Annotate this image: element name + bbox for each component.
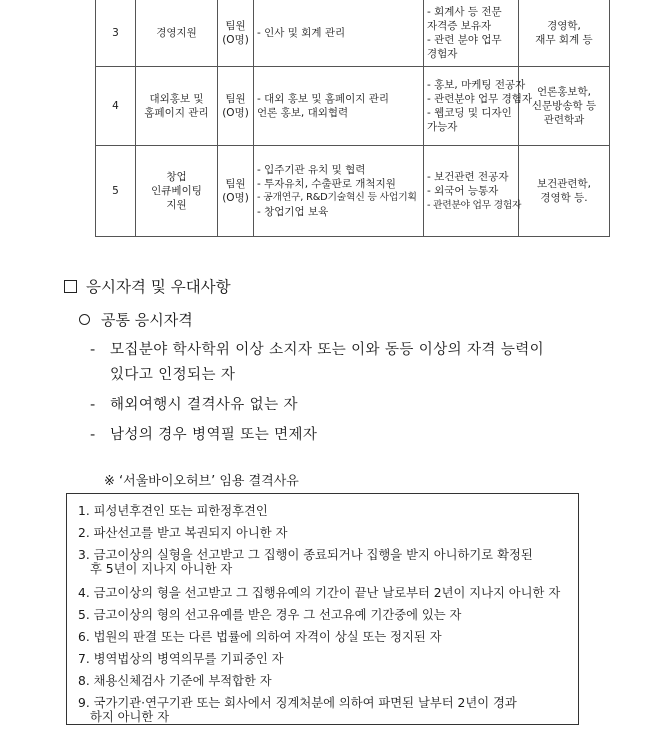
job-rank (218, 0, 254, 67)
job-name-line: 경영지원 (156, 26, 197, 39)
requirement-text: 모집분야 학사학위 이상 소지자 또는 이와 동등 이상의 자격 능력이 (110, 342, 545, 358)
requirement-text-continued: 있다고 인정되는 자 (110, 367, 236, 383)
major-line: 재무 회계 등 (535, 34, 593, 46)
list-item-text: 1. 피성년후견인 또는 피한정후견인 (78, 504, 268, 518)
job-majors (519, 67, 610, 146)
list-item (78, 609, 461, 621)
qualification-line: - 관련분야 업무 경험자 (427, 199, 522, 211)
qualification-line: - 웹코딩 및 디자인 (427, 107, 512, 119)
job-name-line: 창업 (166, 170, 187, 183)
major-line: 경영학, (547, 19, 581, 32)
major-line: 보건관련학, (536, 177, 592, 190)
disqualification-box (66, 493, 579, 725)
section-heading (64, 275, 231, 297)
qualification-line: - 외국어 능통자 (427, 185, 499, 198)
dash-marker: - (90, 427, 96, 443)
qualification-line: - 회계사 등 전문 (427, 5, 502, 18)
rank-count: (O명) (222, 34, 249, 46)
qualification-line: - 보건관련 전공자 (427, 171, 509, 184)
job-table (95, 0, 610, 237)
list-item (78, 505, 268, 517)
list-item (78, 697, 517, 724)
list-item-text-continued: 하지 아니한 자 (90, 710, 170, 725)
job-rank (218, 146, 254, 237)
rank-line: 팀원 (225, 92, 246, 105)
row-number: 3 (96, 0, 136, 67)
list-item (78, 675, 272, 687)
job-name (136, 0, 218, 67)
list-item (78, 653, 284, 665)
dash-marker: - (90, 342, 96, 358)
table-row (96, 67, 610, 146)
table-row (96, 146, 610, 237)
rank-count: (O명) (222, 192, 249, 204)
qualification-line: - 홍보, 마케팅 전공자 (427, 78, 526, 91)
requirement-text: 남성의 경우 병역필 또는 면제자 (110, 427, 318, 443)
duty-line: - 입주기관 유치 및 협력 (257, 164, 366, 177)
table-row (96, 0, 610, 67)
list-item-text: 5. 금고이상의 형의 선고유예를 받은 경우 그 선고유예 기간중에 있는 자 (78, 608, 462, 622)
job-rank (218, 67, 254, 146)
job-name-line: 대외홍보 및 (149, 92, 204, 105)
duty-line: 언론 홍보, 대외협력 (257, 107, 349, 119)
rank-line: 팀원 (225, 19, 246, 32)
job-name-line: 인큐베이팅 (151, 184, 202, 197)
list-item (78, 631, 442, 643)
job-duties (254, 67, 424, 146)
qualification-line: 가능자 (427, 121, 458, 134)
list-item (78, 527, 287, 539)
qualification-line: 경험자 (427, 48, 458, 61)
job-name (136, 67, 218, 146)
major-line: 경영학 등. (540, 192, 588, 204)
list-item-text: 9. 국가기관·연구기관 또는 회사에서 징계처분에 의하여 파면된 날부터 2년이 경과 (78, 696, 517, 710)
list-item-text: 3. 금고이상의 실형을 선고받고 그 집행이 종료되거나 집행을 받지 아니하기로 확정된 (78, 548, 533, 562)
requirement-item (90, 393, 298, 414)
qualification-line: - 관련 분야 업무 (427, 34, 502, 46)
disqualification-note: ※ ‘서울바이오허브’ 임용 결격사유 (104, 474, 299, 489)
job-majors (519, 146, 610, 237)
duty-line: - 공개연구, R&D기술혁신 등 사업기획 (257, 192, 417, 204)
major-line: 관련학과 (543, 114, 585, 127)
job-name-line: 지원 (166, 199, 187, 212)
job-name-line: 홈페이지 관리 (144, 107, 209, 119)
duty-line: - 인사 및 회계 관리 (257, 26, 346, 39)
job-duties (254, 0, 424, 67)
requirement-item (90, 338, 544, 359)
list-item-text-continued: 후 5년이 지나지 아니한 자 (90, 562, 233, 577)
rank-line: 팀원 (225, 177, 246, 190)
job-qualifications (424, 146, 522, 237)
duty-line: - 투자유치, 수출판로 개척지원 (257, 178, 396, 191)
dash-marker: - (90, 397, 96, 413)
job-qualifications (424, 0, 519, 67)
list-item (78, 587, 560, 599)
row-number: 4 (96, 67, 136, 146)
list-item-text: 4. 금고이상의 형을 선고받고 그 집행유예의 기간이 끝난 날로부터 2년이 지나지 아니한 자 (78, 586, 561, 600)
list-item-text: 2. 파산선고를 받고 복권되지 아니한 자 (78, 526, 288, 540)
job-majors (519, 0, 610, 67)
subheading (79, 309, 193, 330)
list-item-text: 7. 병역법상의 병역의무를 기피중인 자 (78, 652, 284, 666)
checkbox-icon (64, 280, 77, 293)
qualification-line: - 관련분야 업무 경험자 (427, 92, 533, 105)
qualification-line: 자격증 보유자 (427, 19, 492, 32)
requirement-text: 해외여행시 결격사유 없는 자 (110, 397, 298, 413)
duty-line: - 대외 홍보 및 홈페이지 관리 (257, 92, 390, 105)
duty-line: - 창업기업 보육 (257, 205, 329, 218)
major-line: 신문방송학 등 (531, 99, 597, 112)
list-item-text: 8. 채용신체검사 기준에 부적합한 자 (78, 674, 272, 688)
list-item-text: 6. 법원의 판결 또는 다른 법률에 의하여 자격이 상실 또는 정지된 자 (78, 630, 442, 644)
subheading-text: 공통 응시자격 (101, 311, 193, 329)
list-item (78, 549, 533, 576)
rank-count: (O명) (222, 107, 249, 119)
major-line: 언론홍보학, (536, 85, 592, 98)
job-qualifications (424, 67, 533, 146)
row-number: 5 (96, 146, 136, 237)
circle-bullet-icon (79, 314, 90, 325)
section-heading-text: 응시자격 및 우대사항 (86, 278, 231, 296)
requirement-item (90, 423, 317, 444)
job-duties (254, 146, 424, 237)
job-name (136, 146, 218, 237)
